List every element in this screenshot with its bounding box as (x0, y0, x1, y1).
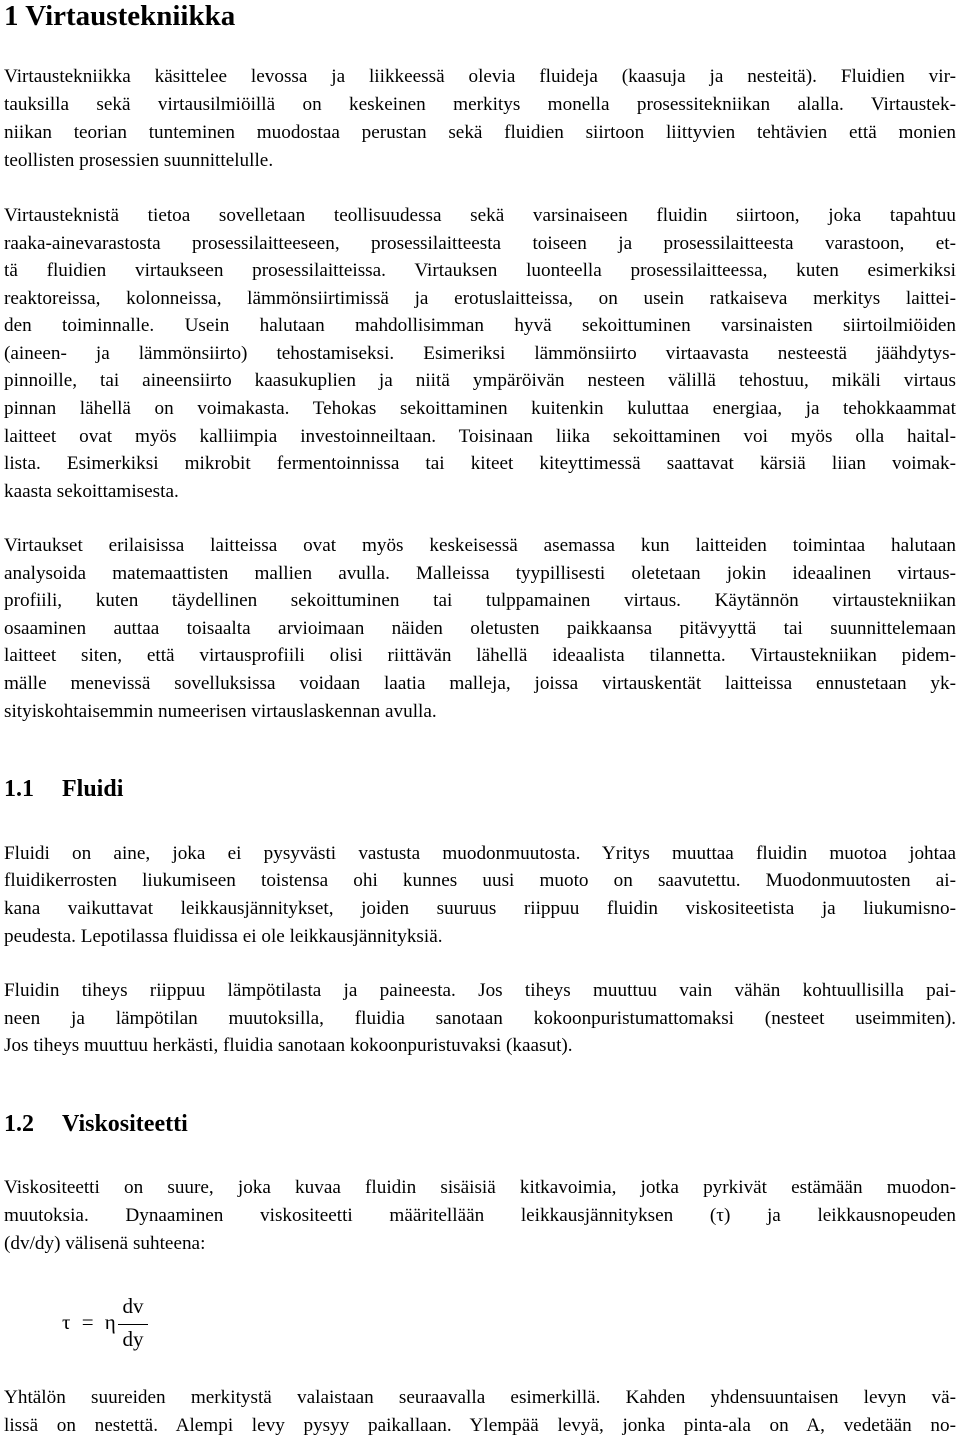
text-line: sityiskohtaisemmin numeerisen virtauslaskennan avulla. (4, 701, 437, 722)
fraction-bar (118, 1324, 148, 1325)
text-line: peudesta. Lepotilassa fluidissa ei ole leikkausjännityksiä. (4, 926, 443, 947)
text-line: fluidikerrosten liukumiseen toistensa ohi kunnes uusi muoto on saavutettu. Muodonmuutosten ai- (4, 870, 956, 891)
text-line: laitteet ovat myös kalliimpia investoinneiltaan. Toisinaan liika sekoittaminen voi myös olla haital- (4, 426, 956, 447)
text-line: profiili, kuten täydellinen sekoittuminen tai tulppamainen virtaus. Käytännön virtaustekniikan (4, 590, 956, 611)
section-title: Viskositeetti (62, 1111, 188, 1137)
fraction-denominator: dy (122, 1327, 144, 1351)
text-line: osaaminen auttaa toisaalta arvioimaan näiden oletusten paikkaansa pitävyyttä tai suunnittelemaan (4, 618, 956, 639)
text-line: niikan teorian tunteminen muodostaa perustan sekä fluidien siirtoon liittyvien tehtävien että monien (4, 122, 956, 143)
text-line: kana vaikuttavat leikkausjännitykset, joiden suuruus riippuu fluidin viskositeetista ja liukumisno- (4, 898, 956, 919)
text-line: Fluidin tiheys riippuu lämpötilasta ja paineesta. Jos tiheys muuttuu vain vähän kohtuullisilla pai- (4, 980, 956, 1001)
eta-symbol: η (104, 1310, 116, 1334)
fraction-numerator: dv (122, 1294, 144, 1318)
text-line: muutoksia. Dynaaminen viskositeetti määritellään leikkausjännityksen (τ) ja leikkausnopeuden (4, 1205, 956, 1226)
text-line: reaktoreissa, kolonneissa, lämmönsiirtimissä ja erotuslaitteissa, on usein ratkaiseva merkitys laittei- (4, 288, 956, 309)
text-line: pinnan lähellä on voimakasta. Tehokas sekoittaminen kuitenkin kuluttaa energiaa, ja tehokkaammat (4, 398, 956, 419)
text-line: laitteet siten, että virtausprofiili olisi riittävän lähellä ideaalista tilannetta. Virtaustekniikan pidem- (4, 645, 956, 666)
text-line: lista. Esimerkiksi mikrobit fermentoinnissa tai kiteet kiteyttimessä saattavat kärsiä liian voimak- (4, 453, 956, 474)
text-line: neen ja lämpötilan muutoksilla, fluidia sanotaan kokoonpuristumattomaksi (nesteet useimmiten). (4, 1008, 956, 1029)
chapter-heading: 1 Virtaustekniikka (4, 0, 236, 32)
text-line: raaka-ainevarastosta prosessilaitteeseen, prosessilaitteesta toiseen ja prosessilaitteesta varastoon, et- (4, 233, 956, 254)
tau-symbol: τ (62, 1310, 71, 1334)
text-line: (aineen- ja lämmönsiirto) tehostamiseksi. Esimeriksi lämmönsiirto virtaavasta nesteestä jäähdytys- (4, 343, 956, 364)
text-line: tauksilla sekä virtausilmiöillä on keskeinen merkitys monella prosessitekniikan alalla. Virtaustek- (4, 94, 956, 115)
text-line: Viskositeetti on suure, joka kuvaa fluidin sisäisiä kitkavoimia, jotka pyrkivät estämään muodon- (4, 1177, 956, 1198)
text-line: teollisten prosessien suunnittelulle. (4, 150, 274, 171)
text-line: Fluidi on aine, joka ei pysyvästi vastusta muodonmuutosta. Yritys muuttaa fluidin muotoa johtaa (4, 843, 956, 864)
section-title: Fluidi (62, 776, 124, 802)
text-line: den toiminnalle. Usein halutaan mahdollisimman hyvä sekoittuminen varsinaisten siirtoilmiöiden (4, 315, 956, 336)
text-line: (dv/dy) välisenä suhteena: (4, 1233, 206, 1254)
text-line: analysoida matemaattisten mallien avulla. Malleissa tyypillisesti oletetaan jokin ideaalinen virtaus- (4, 563, 956, 584)
text-line: pinnoille, tai aineensiirto kaasukuplien ja niitä ympäröivän nesteen välillä tehostuu, mikäli virtaus (4, 370, 956, 391)
text-line: Virtaustekniikka käsittelee levossa ja liikkeessä olevia fluideja (kaasuja ja nesteitä). Fluidien vir- (4, 66, 956, 87)
text-line: kaasta sekoittamisesta. (4, 481, 179, 502)
text-line: Virtaukset erilaisissa laitteissa ovat myös keskeisessä asemassa kun laitteiden toimintaa halutaan (4, 535, 956, 556)
text-line: lissä on nestettä. Alempi levy pysyy paikallaan. Ylempää levyä, jonka pinta-ala on A, vedetään no- (4, 1415, 956, 1436)
text-line: Yhtälön suureiden merkitystä valaistaan seuraavalla esimerkillä. Kahden yhdensuuntaisen levyn vä- (4, 1387, 956, 1408)
section-number: 1.2 (4, 1111, 34, 1137)
section-number: 1.1 (4, 776, 34, 802)
section-heading-viskositeetti (4, 1109, 188, 1139)
equals-sign: = (81, 1310, 94, 1334)
text-line: Virtausteknistä tietoa sovelletaan teollisuudessa sekä varsinaiseen fluidin siirtoon, joka tapahtuu (4, 205, 956, 226)
equation-lhs (62, 1310, 116, 1335)
viscosity-equation (62, 1294, 172, 1356)
section-heading-fluidi (4, 774, 123, 804)
text-line: Jos tiheys muuttuu herkästi, fluidia sanotaan kokoonpuristuvaksi (kaasut). (4, 1035, 573, 1056)
text-line: tä fluidien virtaukseen prosessilaitteissa. Virtauksen luonteella prosessilaitteessa, kuten esimerkiksi (4, 260, 956, 281)
text-line: mälle menevissä sovelluksissa voidaan laatia malleja, joissa virtauskentät laitteissa ennustetaan yk- (4, 673, 956, 694)
